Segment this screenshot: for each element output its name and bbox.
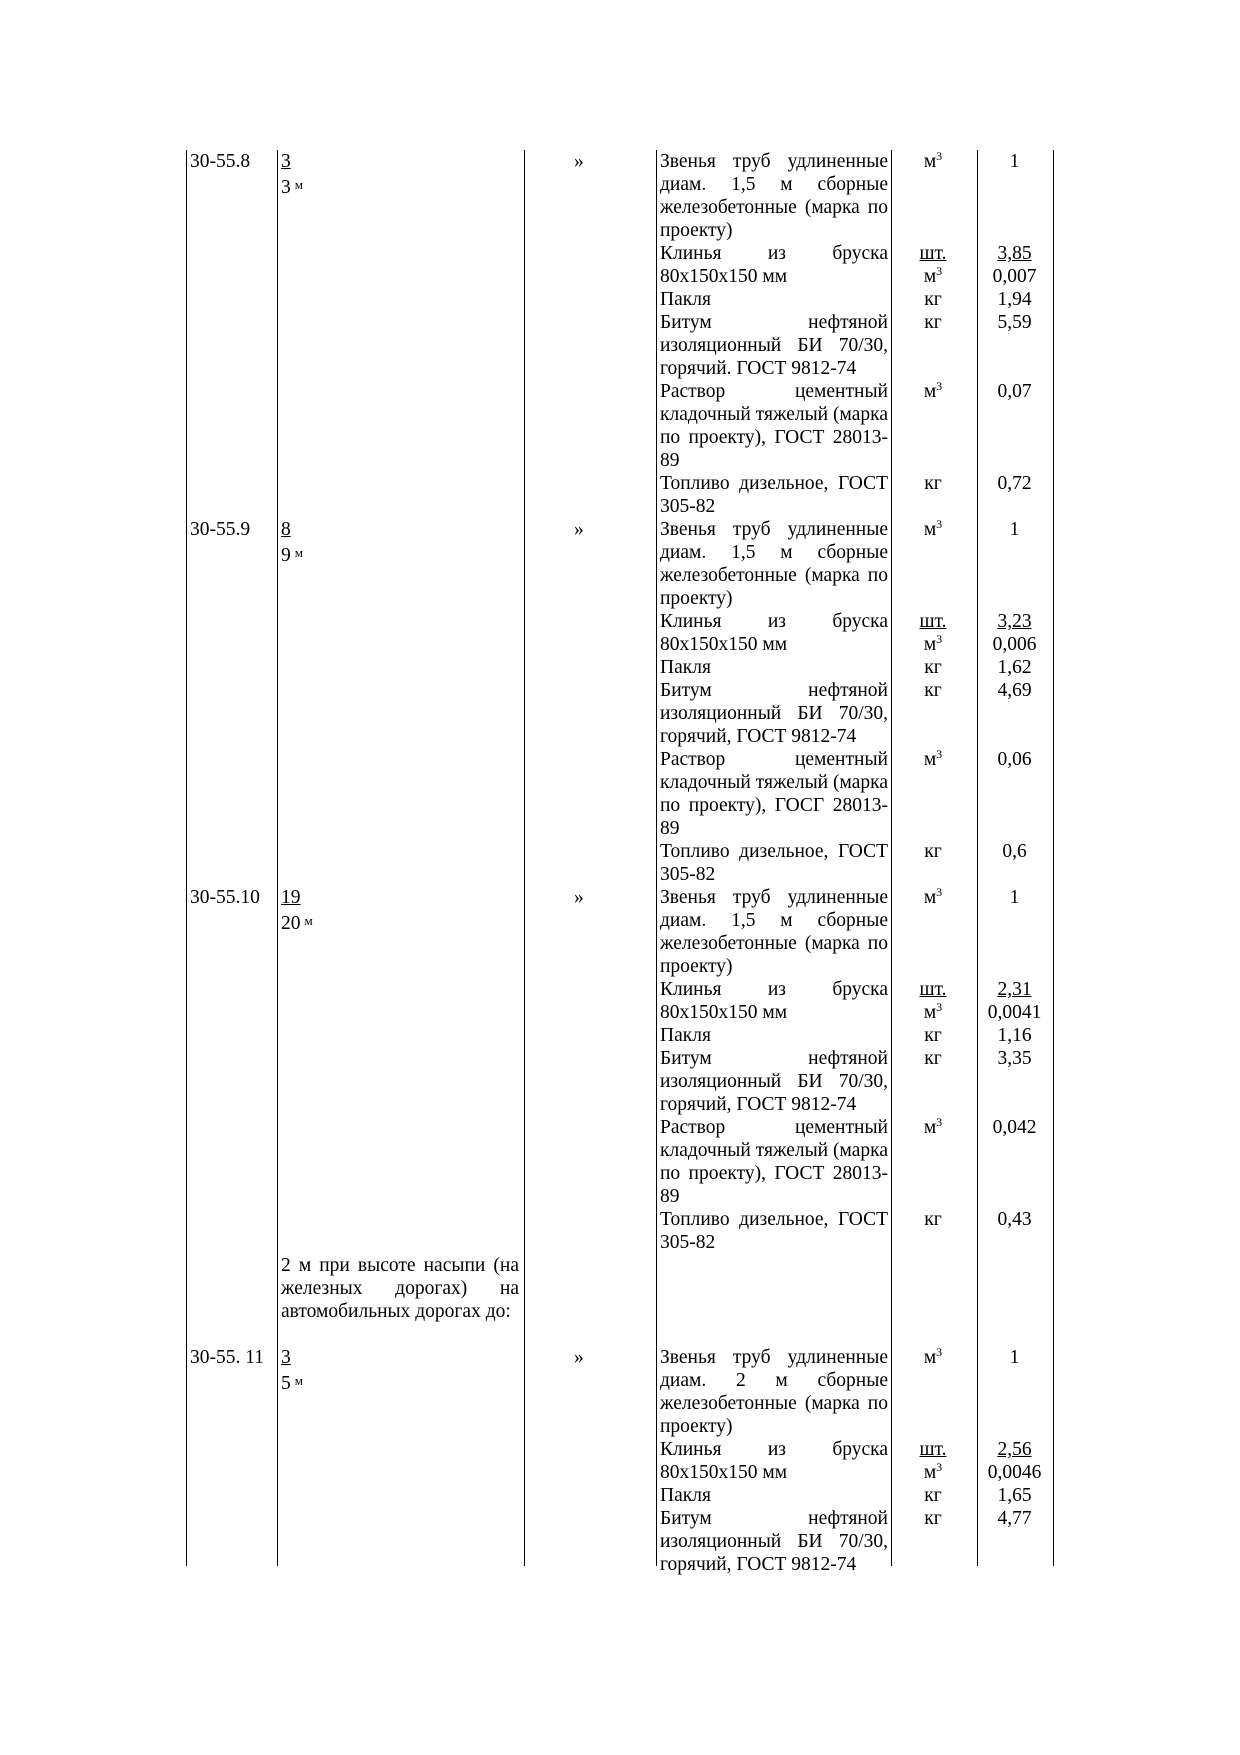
materials-list [660, 150, 888, 518]
unit-cell: кг [924, 680, 942, 701]
height-denominator: 20 [281, 913, 301, 934]
unit-cell: кг [924, 1485, 942, 1506]
table-border-left [186, 150, 187, 1566]
unit-cell: кг [924, 473, 942, 494]
material-item: Звенья труб удлиненные диам. 1,5 м сборные железобетонные (марка по проекту) [660, 887, 888, 977]
unit-cell: $м^3$ [923, 379, 943, 402]
materials-list [660, 1346, 888, 1576]
norm-code: 30-55.10 [190, 887, 260, 908]
quantity-cell: 1 [1009, 151, 1020, 172]
unit-cell: $м^3$ [923, 1460, 943, 1483]
column-divider [656, 150, 657, 1566]
material-item: Клинья из бруска 80х150х150 мм [660, 979, 888, 1023]
materials-list [660, 518, 888, 886]
material-item: Пакля [660, 289, 711, 310]
material-item: Раствор цементный кладочный тяжелый (марка по проекту), ГОСТ 28013-89 [660, 381, 888, 471]
unit-cell: шт. [919, 1439, 947, 1460]
quantity-cell: 1 [1009, 519, 1020, 540]
material-item: Битум нефтяной изоляционный БИ 70/30, горячий. ГОСТ 9812-74 [660, 312, 888, 379]
quantity-cell: 3,35 [997, 1048, 1032, 1069]
unit-cell: $м^3$ [923, 517, 943, 540]
material-item: Топливо дизельное, ГОСТ 305-82 [660, 1209, 888, 1253]
material-item: Пакля [660, 657, 711, 678]
materials-list [660, 886, 888, 1254]
column-divider [524, 150, 525, 1566]
material-item: Пакля [660, 1025, 711, 1046]
unit-cell: $м^3$ [923, 632, 943, 655]
height-fraction [281, 518, 519, 567]
quantity-cell: 0,042 [992, 1117, 1037, 1138]
quantity-cell: 1,16 [997, 1025, 1032, 1046]
quantity-cell: 3,23 [997, 611, 1032, 632]
height-denominator: 3 [281, 177, 291, 198]
section-note: 2 м при высоте насыпи (на железных дорогах) на автомобильных дорогах до: [281, 1255, 519, 1322]
quantities-column [978, 150, 1051, 518]
quantity-cell: 0,6 [1002, 841, 1027, 862]
quantity-cell: 4,69 [997, 680, 1032, 701]
unit-cell: кг [924, 312, 942, 333]
height-denominator: 9 [281, 545, 291, 566]
material-item: Пакля [660, 1485, 711, 1506]
height-fraction [281, 150, 519, 199]
norm-code: 30-55.9 [190, 519, 251, 540]
column-divider [277, 150, 278, 1566]
unit-cell: шт. [919, 243, 947, 264]
quantity-cell: 0,0041 [987, 1002, 1042, 1023]
units-column [892, 1346, 974, 1576]
quantity-cell: 2,31 [997, 979, 1032, 1000]
quantity-cell: 0,43 [997, 1209, 1032, 1230]
height-fraction [281, 1346, 519, 1395]
height-numerator: 8 [281, 519, 291, 540]
norms-table: 30-55.8 3 3 $^м$ » Звенья труб удлиненные диам. 1,5 м сборные железобетонные (марка по проекту) Клинья из бруска 80х150х150 мм Пакля Битум нефтяной изоляционный БИ 70/30, горячий. ГОСТ 9812-74 Раствор цементный кладочный тяжелый (марка по проекту), ГОСТ 28013-89 Топливо дизельное, ГОСТ 305-82 $м^3$ шт. $м^3$ кг кг $м^3$ кг 1 3,85 0,007 1,94 5,59 0,07 0,72 30-55.9 8 9 $^м$ » Звенья труб удлиненные диам. 1,5 м сборные железобетонные (марка по проекту) Клинья из бруска 80х150х150 мм Пакля Битум нефтяной изоляционный БИ 70/30, горячий, ГОСТ 9812-74 Раствор цементный кладочный тяжелый (марка по проекту), ГОСГ 28013-89 Топливо дизельное, ГОСТ 305-82 $м^3$ шт. $м^3$ кг кг $м^3$ кг 1 3,23 0,006 1,62 4,69 0,06 0,6 30-55.10 19 20 $^м$ » Звенья труб удлиненные диам. 1,5 м сборные железобетонные (марка по проекту) Клинья из бруска 80х150х150 мм Пакля Битум нефтяной изоляционный БИ 70/30, горячий, ГОСТ 9812-74 Раствор цементный кладочный тяжелый (марка по проекту), ГОСТ 28013-89 Топливо дизельное, ГОСТ 305-82 $м^3$ шт. $м^3$ кг кг $м^3$ кг 1 2,31 0,0041 1,16 3,35 0,042 0,43 2 м при высоте насыпи (на железных дорогах) на автомобильных дорогах до: 30-55. 11 3 5 $^м$ » Звенья труб удлиненные диам. 2 м сборные железобетонные (марка по проекту) Клинья из бруска 80х150х150 мм Пакля Битум нефтяной изоляционный БИ 70/30, горячий, ГОСТ 9812-74 $м^3$ шт. $м^3$ кг кг 1 2,56 0,0046 1,65 4,77 [186, 150, 1055, 1566]
quantity-cell: 1,65 [997, 1485, 1032, 1506]
height-unit: м [294, 177, 303, 192]
material-item: Раствор цементный кладочный тяжелый (марка по проекту), ГОСГ 28013-89 [660, 749, 888, 839]
material-item: Звенья труб удлиненные диам. 2 м сборные железобетонные (марка по проекту) [660, 1347, 888, 1437]
unit-cell: $м^3$ [923, 747, 943, 770]
unit-cell: шт. [919, 979, 947, 1000]
quantity-cell: 3,85 [997, 243, 1032, 264]
unit-cell: кг [924, 1025, 942, 1046]
quantity-cell: 1 [1009, 887, 1020, 908]
unit-cell: $м^3$ [923, 885, 943, 908]
material-item: Раствор цементный кладочный тяжелый (марка по проекту), ГОСТ 28013-89 [660, 1117, 888, 1207]
height-unit: м [294, 1373, 303, 1388]
material-item: Клинья из бруска 80х150х150 мм [660, 611, 888, 655]
quantities-column [978, 518, 1051, 886]
quantities-column [978, 886, 1051, 1254]
quantity-cell: 0,006 [992, 634, 1037, 655]
unit-cell: кг [924, 1048, 942, 1069]
material-item: Битум нефтяной изоляционный БИ 70/30, горячий, ГОСТ 9812-74 [660, 680, 888, 747]
quantity-cell: 0,0046 [987, 1462, 1042, 1483]
unit-cell: кг [924, 289, 942, 310]
material-item: Клинья из бруска 80х150х150 мм [660, 1439, 888, 1483]
units-column [892, 150, 974, 518]
table-border-right [1053, 150, 1054, 1566]
unit-cell: $м^3$ [923, 264, 943, 287]
quantity-cell: 1 [1009, 1347, 1020, 1368]
unit-cell: $м^3$ [923, 149, 943, 172]
units-column [892, 886, 974, 1254]
norm-code: 30-55. 11 [190, 1347, 265, 1368]
unit-cell: $м^3$ [923, 1115, 943, 1138]
quantity-cell: 1,62 [997, 657, 1032, 678]
material-item: Битум нефтяной изоляционный БИ 70/30, горячий, ГОСТ 9812-74 [660, 1508, 888, 1575]
height-unit: м [304, 913, 313, 928]
height-numerator: 3 [281, 151, 291, 172]
unit-cell: кг [924, 1508, 942, 1529]
unit-cell: кг [924, 657, 942, 678]
unit-cell: кг [924, 841, 942, 862]
quantity-cell: 0,007 [992, 266, 1037, 287]
material-item: Звенья труб удлиненные диам. 1,5 м сборные железобетонные (марка по проекту) [660, 151, 888, 241]
norm-code: 30-55.8 [190, 151, 251, 172]
material-item: Топливо дизельное, ГОСТ 305-82 [660, 473, 888, 517]
height-numerator: 19 [281, 887, 301, 908]
quantity-cell: 5,59 [997, 312, 1032, 333]
unit-cell: $м^3$ [923, 1000, 943, 1023]
quantity-cell: 0,72 [997, 473, 1032, 494]
quantity-cell: 0,06 [997, 749, 1032, 770]
height-unit: м [294, 545, 303, 560]
height-numerator: 3 [281, 1347, 291, 1368]
material-item: Битум нефтяной изоляционный БИ 70/30, горячий, ГОСТ 9812-74 [660, 1048, 888, 1115]
quantities-column [978, 1346, 1051, 1576]
units-column [892, 518, 974, 886]
quantity-cell: 4,77 [997, 1508, 1032, 1529]
unit-cell: кг [924, 1209, 942, 1230]
material-item: Топливо дизельное, ГОСТ 305-82 [660, 841, 888, 885]
unit-cell: $м^3$ [923, 1345, 943, 1368]
height-denominator: 5 [281, 1373, 291, 1394]
unit-cell: шт. [919, 611, 947, 632]
material-item: Звенья труб удлиненные диам. 1,5 м сборные железобетонные (марка по проекту) [660, 519, 888, 609]
quantity-cell: 1,94 [997, 289, 1032, 310]
quantity-cell: 2,56 [997, 1439, 1032, 1460]
material-item: Клинья из бруска 80х150х150 мм [660, 243, 888, 287]
height-fraction [281, 886, 519, 935]
quantity-cell: 0,07 [997, 381, 1032, 402]
